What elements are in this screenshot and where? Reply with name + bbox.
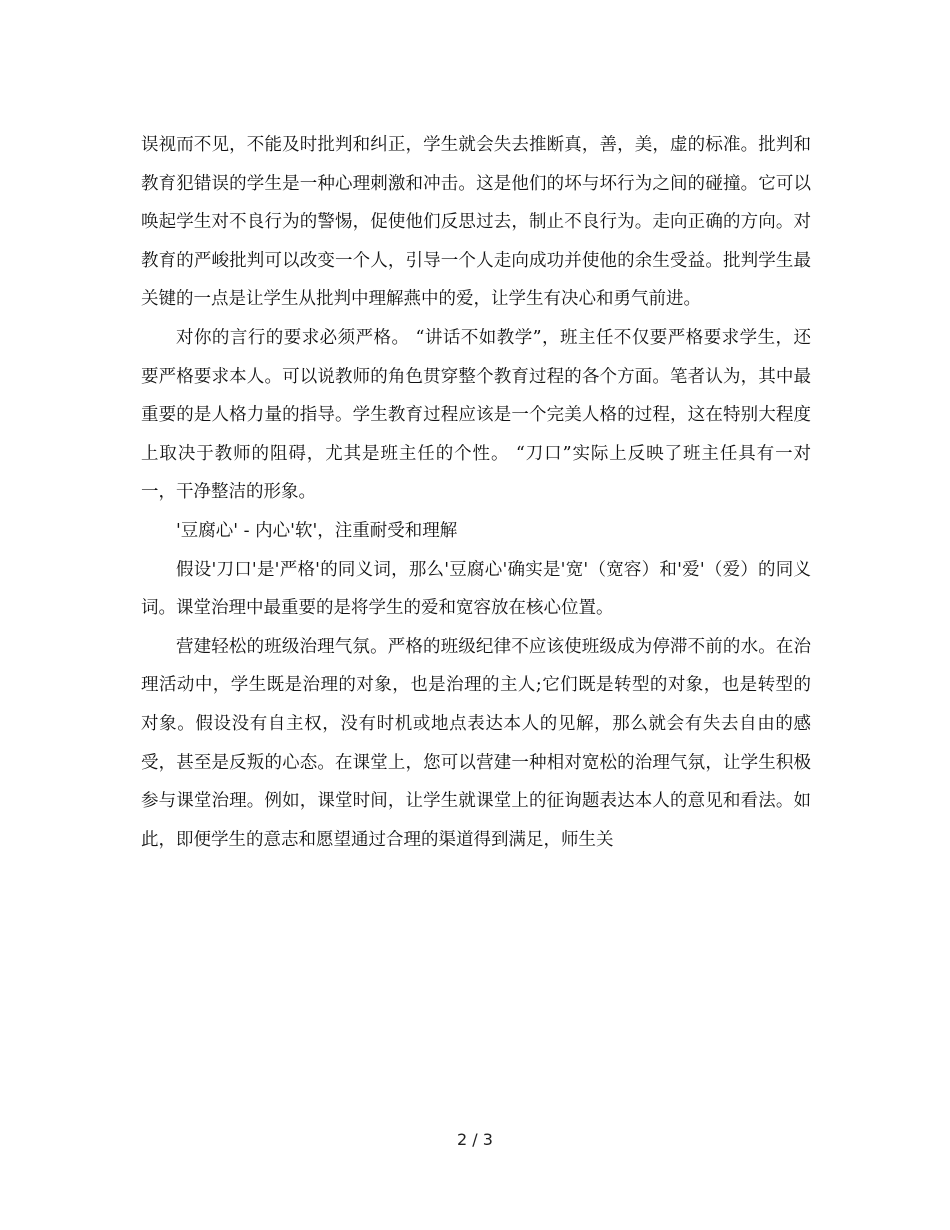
paragraph-relaxed-atmosphere: 营建轻松的班级治理气氛。严格的班级纪律不应该使班级成为停滞不前的水。在治理活动中，学生既是治理的对象，也是治理的主人;它们既是转型的对象，也是转型的对象。假设没有自主权，没有时机或地点表达本人的见解，那么就会有失去自由的感受，甚至是反叛的心态。在课堂上，您可以营建一种相对宽松的治理气氛，让学生积极参与课堂治理。例如，课堂时间，让学生就课堂上的征询题表达本人的意见和看法。如此，即便学生的意志和愿望通过合理的渠道得到满足，师生关: [141, 636, 811, 850]
section-heading-tofu-heart: '豆腐心' - 内心'软'，注重耐受和理解: [176, 520, 458, 541]
paragraph-strict-conduct: 对你的言行的要求必须严格。 “讲话不如教学”，班主任不仅要严格要求学生，还要严格要求本人。可以说教师的角色贯穿整个教育过程的各个方面。笔者认为，其中最重要的是人格力量的指导。学生教育过程应该是一个完美人格的过程，这在特别大程度上取决于教师的阻碍，尤其是班主任的个性。 “刀口”实际上反映了班主任具有一对一，干净整洁的形象。: [141, 327, 811, 503]
paragraph-continuation: 误视而不见，不能及时批判和纠正，学生就会失去推断真，善，美，虚的标准。批判和教育犯错误的学生是一种心理刺激和冲击。这是他们的坏与坏行为之间的碰撞。它可以唤起学生对不良行为的警惕，促使他们反思过去，制止不良行为。走向正确的方向。对教育的严峻批判可以改变一个人，引导一个人走向成功并使他的余生受益。批判学生最关键的一点是让学生从批判中理解燕中的爱，让学生有决心和勇气前进。: [141, 135, 811, 310]
paragraph-tofu-heart-definition: 假设'刀口'是'严格'的同义词，那么'豆腐心'确实是'宽'（宽容）和'爱'（爱）的同义词。课堂治理中最重要的是将学生的爱和宽容放在核心位置。: [141, 559, 811, 619]
page-number: 2 / 3: [457, 1130, 493, 1149]
document-body: [141, 126, 811, 859]
